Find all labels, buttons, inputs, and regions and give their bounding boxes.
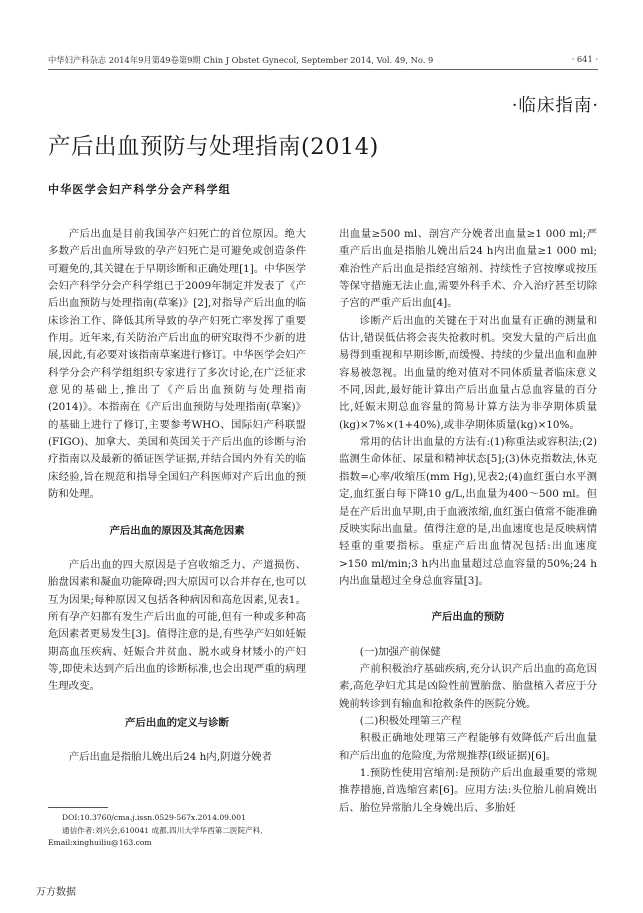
definition-continued-paragraph: 出血量≥500 ml、剖宫产分娩者出血量≥1 000 ml;严重产后出血是指胎儿娩出后24 h内出血量≥1 000 ml;难治性产后出血是指经宫缩剂、持续性子宫按摩或按压等保守措施无法止血,需要外科手术、介入治疗甚至切除子宫的严重产后出血[4]。 <box>339 228 597 310</box>
prenatal-paragraph: 产前积极治疗基础疾病,充分认识产后出血的高危因素,高危孕妇尤其是凶险性前置胎盘、胎盘植入者应于分娩前转诊到有输血和抢救条件的医院分娩。 <box>339 662 597 710</box>
correspondence-line: 通信作者:刘兴会,610041 成都,四川大学华西第二医院产科, <box>62 825 263 835</box>
publisher-watermark: 万方数据 <box>36 887 76 898</box>
uterotonic-paragraph: 1.预防性使用宫缩剂:是预防产后出血最重要的常规推荐措施,首选缩宫素[6]。应用方法:头位胎儿前肩娩出后、胎位异常胎儿全身娩出后、多胎妊 <box>339 766 597 814</box>
article-title: 产后出血预防与处理指南(2014) <box>48 134 379 160</box>
definition-paragraph: 产后出血是指胎儿娩出后24 h内,阴道分娩者 <box>68 750 272 763</box>
page-number: · 641 · <box>571 54 598 64</box>
footnotes <box>48 812 306 850</box>
subheading-third-stage: (二)积极处理第三产程 <box>359 714 462 727</box>
journal-citation: 中华妇产科杂志 2014年9月第49卷第9期 Chin J Obstet Gynecol, September 2014, Vol. 49, No. 9 <box>48 55 434 65</box>
third-stage-paragraph: 积极正确地处理第三产程能够有效降低产后出血量和产后出血的危险度,为常规推荐(Ⅰ级证据)[6]。 <box>339 732 597 762</box>
right-column <box>339 226 597 817</box>
header-rule <box>48 69 598 70</box>
subheading-prenatal-care: (一)加强产前保健 <box>359 645 441 658</box>
left-column <box>48 226 306 766</box>
causes-paragraph: 产后出血的四大原因是子宫收缩乏力、产道损伤、胎盘因素和凝血功能障碍;四大原因可以合并存在,也可以互为因果;每种原因又包括各种病因和高危因素,见表1。所有孕产妇都有发生产后出血的可能,但有一种或多种高危因素者更易发生[3]。值得注意的是,有些孕产妇如妊娠期高血压疾病、妊娠合并贫血、脱水或身材矮小的产妇等,即使未达到产后出血的诊断标准,也会出现严重的病理生理改变。 <box>48 558 306 693</box>
section-heading-definition: 产后出血的定义与诊断 <box>125 716 229 729</box>
intro-paragraph: 产后出血是目前我国孕产妇死亡的首位原因。绝大多数产后出血所导致的孕产妇死亡是可避免或创造条件可避免的,其关键在于早期诊断和正确处理[1]。中华医学会妇产科学分会产科学组已于2009年制定并发表了《产后出血预防与处理指南(草案)》[2],对指导产后出血的临床诊治工作、降低其所导致的孕产妇死亡率发挥了重要作用。近年来,有关防治产后出血的研究取得不少新的进展,因此,有必要对该指南草案进行修订。中华医学会妇产科学分会产科学组组织专家进行了多次讨论,在广泛征求意见的基础上,推出了《产后出血预防与处理指南(2014)》。本指南在《产后出血预防与处理指南(草案)》的基础上进行了修订,主要参考WHO、国际妇产科联盟(FIGO)、加拿大、美国和英国关于产后出血的诊断与治疗指南以及最新的循证医学证据,并结合国内外有关的临床经验,旨在规范和指导全国妇产科医师对产后出血的预防和处理。 <box>48 228 306 501</box>
running-header <box>48 54 598 66</box>
section-heading-causes: 产后出血的原因及其高危因素 <box>109 524 245 537</box>
estimation-methods-paragraph: 常用的估计出血量的方法有:(1)称重法或容积法;(2)监测生命体征、尿量和精神状态[5];(3)休克指数法,休克指数=心率/收缩压(mm Hg),见表2;(4)血红蛋白水平测定,血红蛋白每下降10 g/L,出血量为400～500 ml。但是在产后出血早期,由于血液浓缩,血红蛋白值常不能准确反映实际出血量。值得注意的是,出血速度也是反映病情轻重的重要指标。重症产后出血情况包括:出血速度>150 ml/min;3 h内出血量超过总血容量的50%;24 h内出血量超过全身总血容量[3]。 <box>339 436 597 587</box>
email-line: Email:xinghuiliu@163.com <box>48 838 152 847</box>
section-label: ·临床指南· <box>511 96 599 116</box>
section-heading-prevention: 产后出血的预防 <box>431 611 505 624</box>
doi-line: DOI:10.3760/cma.j.issn.0529-567x.2014.09.001 <box>62 813 246 822</box>
diagnosis-paragraph: 诊断产后出血的关键在于对出血量有正确的测量和估计,错误低估将会丧失抢救时机。突发大量的产后出血易得到重视和早期诊断,而缓慢、持续的少量出血和血肿容易被忽视。出血量的绝对值对不同体质量者临床意义不同,因此,最好能计算出产后出血量占总血容量的百分比,妊娠末期总血容量的简易计算方法为非孕期体质量(kg)×7%×(1+40%),或非孕期体质量(kg)×10%。 <box>339 314 597 431</box>
author-line: 中华医学会妇产科学分会产科学组 <box>48 183 231 196</box>
footnote-rule <box>48 807 108 808</box>
